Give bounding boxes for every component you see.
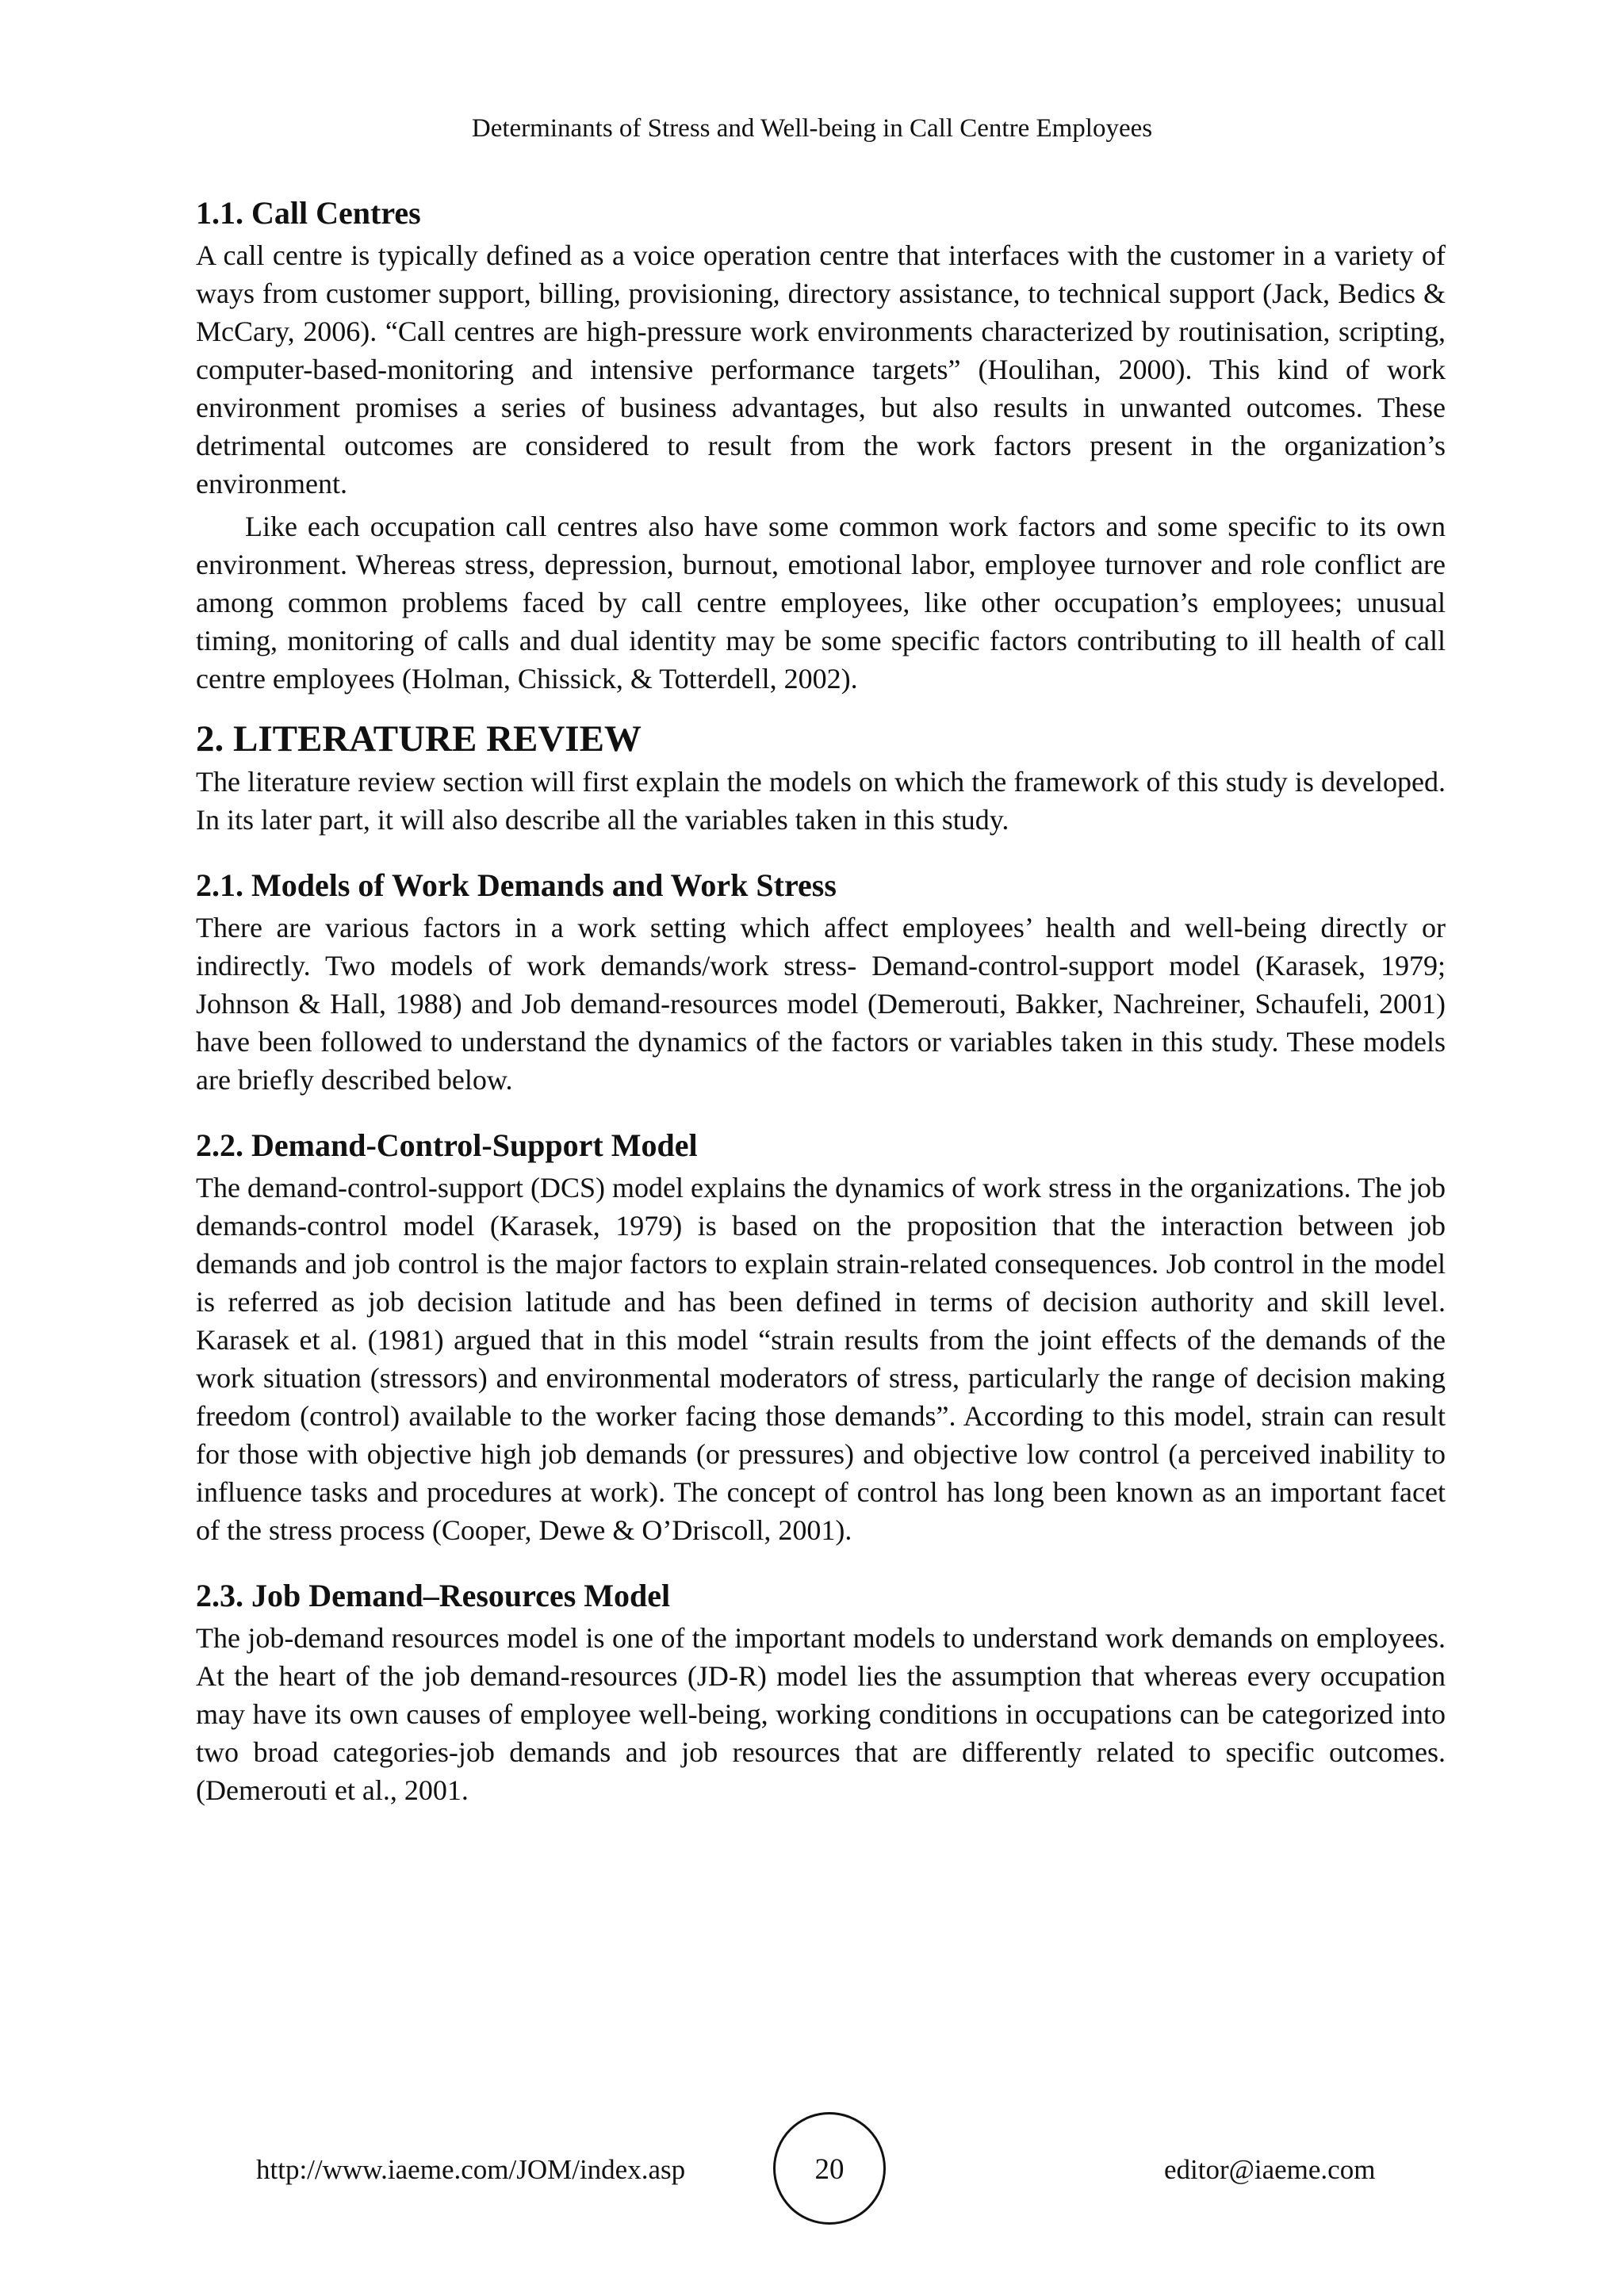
section-heading-literature-review: 2. LITERATURE REVIEW <box>196 718 642 760</box>
section-heading-models-work-demands: 2.1. Models of Work Demands and Work Stress <box>196 867 837 903</box>
main-content <box>196 190 1446 1809</box>
paragraph-call-centres-2: Like each occupation call centres also have some common work factors and some specific to its own environment. Whereas stress, depression, burnout, emotional labor, employee turnover and role conflict are among common problems faced by call centre employees, like other occupation’s employees; unusual timing, monitoring of calls and dual identity may be some specific factors contributing to ill health of call centre employees (Holman, Chissick, & Totterdell, 2002). <box>196 511 1446 695</box>
section-heading-jdr-model: 2.3. Job Demand–Resources Model <box>196 1578 671 1613</box>
footer-url-link[interactable]: http://www.iaeme.com/JOM/index.asp <box>256 2154 686 2185</box>
paragraph-literature-review: The literature review section will first explain the models on which the framework of this study is developed. In its later part, it will also describe all the variables taken in this study. <box>196 766 1446 836</box>
paragraph-dcs-model: The demand-control-support (DCS) model explains the dynamics of work stress in the organizations. The job demands-control model (Karasek, 1979) is based on the proposition that the interaction between job demands and job control is the major factors to explain strain-related consequences. Job control in the model is referred as job decision latitude and has been defined in terms of decision authority and skill level. Karasek et al. (1981) argued that in this model “strain results from the joint effects of the demands of the work situation (stressors) and environmental moderators of stress, particularly the range of decision making freedom (control) available to the worker facing those demands”. According to this model, strain can result for those with objective high job demands (or pressures) and objective low control (a perceived inability to influence tasks and procedures at work). The concept of control has long been known as an important facet of the stress process (Cooper, Dewe & O’Driscoll, 2001). <box>196 1172 1446 1546</box>
section-heading-dcs-model: 2.2. Demand-Control-Support Model <box>196 1127 698 1163</box>
section-heading-call-centres: 1.1. Call Centres <box>196 195 421 231</box>
paragraph-models-work-demands: There are various factors in a work setting which affect employees’ health and well-being directly or indirectly. Two models of work demands/work stress- Demand-control-support model (Karasek, 1979; Johnson & Hall, 1988) and Job demand-resources model (Demerouti, Bakker, Nachreiner, Schaufeli, 2001) have been followed to understand the dynamics of the factors or variables taken in this study. These models are briefly described below. <box>196 912 1446 1096</box>
running-head: Determinants of Stress and Well-being in Call Centre Employees <box>471 114 1153 143</box>
paragraph-jdr-model: The job-demand resources model is one of the important models to understand work demands on employees. At the heart of the job demand-resources (JD-R) model lies the assumption that whereas every occupation may have its own causes of employee well-being, working conditions in occupations can be categorized into two broad categories-job demands and job resources that are differently related to specific outcomes. (Demerouti et al., 2001. <box>196 1622 1446 1806</box>
page-number: 20 <box>814 2153 845 2186</box>
paragraph-call-centres-1: A call centre is typically defined as a voice operation centre that interfaces with the customer in a variety of ways from customer support, billing, provisioning, directory assistance, to technical support (Jack, Bedics & McCary, 2006). “Call centres are high-pressure work environments characterized by routinisation, scripting, computer-based-monitoring and intensive performance targets” (Houlihan, 2000). This kind of work environment promises a series of business advantages, but also results in unwanted outcomes. These detrimental outcomes are considered to result from the work factors present in the organization’s environment. <box>196 239 1446 499</box>
footer-email-link[interactable]: editor@iaeme.com <box>1164 2154 1376 2185</box>
